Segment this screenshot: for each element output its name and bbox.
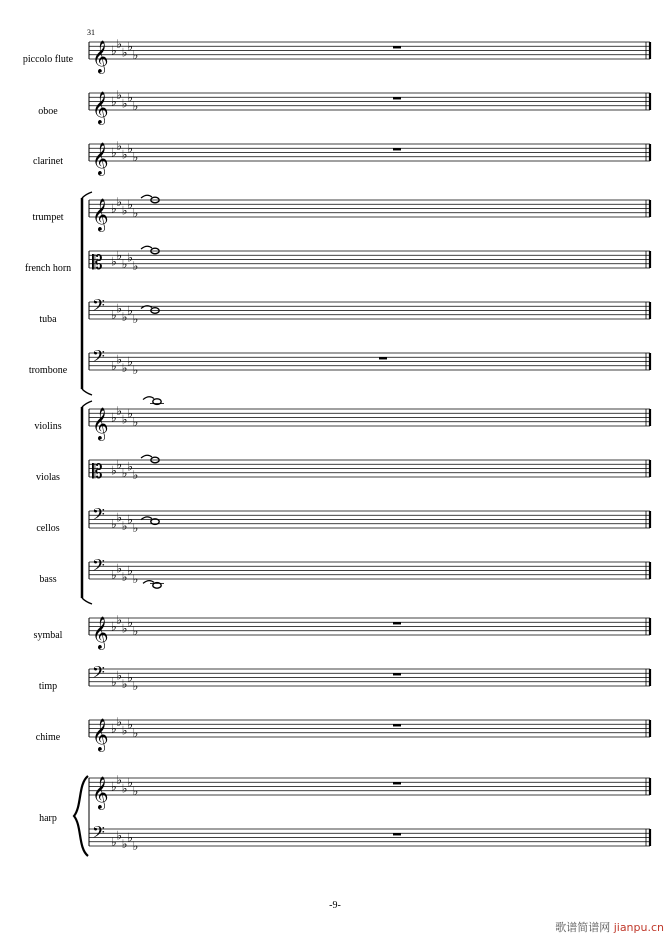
whole-rest [393,622,401,624]
flat-icon: ♭ [116,510,123,525]
flat-icon: ♭ [121,465,128,480]
flat-icon: ♭ [121,256,128,271]
whole-rest [393,148,401,150]
strings-bracket-bottom [82,598,92,604]
whole-rest [393,724,401,726]
bass-clef-icon: 𝄢 [92,295,105,319]
flat-icon: ♭ [127,90,133,105]
flat-icon: ♭ [116,668,123,683]
whole-rest [393,46,401,48]
flat-icon: ♭ [121,309,128,324]
brass-bracket-bottom [82,389,92,395]
flat-icon: ♭ [111,410,117,425]
flat-icon: ♭ [116,195,123,210]
bass-clef-icon: 𝄢 [92,555,105,579]
staff-label-chime: chime [35,732,61,743]
staff-label-clarinet: clarinet [33,156,63,167]
flat-icon: ♭ [132,205,139,220]
flat-icon: ♭ [132,149,139,164]
flat-icon: ♭ [132,521,139,535]
flat-icon: ♭ [127,141,133,156]
flat-icon: ♭ [127,717,133,732]
alto-clef-icon: 𝄡 [92,461,103,483]
treble-clef-icon: 𝄞 [92,616,109,649]
flat-icon: ♭ [111,463,117,478]
flat-icon: ♭ [116,613,123,628]
flat-icon: ♭ [132,258,139,273]
flat-icon: ♭ [121,518,128,533]
flat-icon: ♭ [111,779,117,794]
flat-icon: ♭ [111,254,117,269]
tie-arc [141,246,152,249]
staff-label-trombone: trombone [28,365,68,376]
flat-icon: ♭ [127,615,133,630]
flat-icon: ♭ [116,37,123,52]
treble-clef-icon: 𝄞 [92,91,109,124]
staff-label-piccolo-flute: piccolo flute [22,54,74,65]
flat-icon: ♭ [132,312,139,326]
strings-bracket-top [82,401,92,407]
bass-clef-icon: 𝄢 [92,822,105,846]
flat-icon: ♭ [111,94,117,109]
staff-label-harp: harp [39,813,57,824]
whole-rest [393,833,401,835]
flat-icon: ♭ [127,670,133,685]
flat-icon: ♭ [116,352,123,367]
flat-icon: ♭ [127,197,133,212]
flat-icon: ♭ [111,307,117,322]
brass-bracket-top [82,192,92,198]
flat-icon: ♭ [121,723,128,738]
flat-icon: ♭ [121,836,128,851]
treble-clef-icon: 𝄞 [92,198,109,231]
flat-icon: ♭ [127,459,133,474]
flat-icon: ♭ [132,623,139,638]
tie-arc [143,397,154,400]
flat-icon: ♭ [127,250,133,265]
treble-clef-icon: 𝄞 [92,718,109,751]
bass-clef-icon: 𝄢 [92,346,105,370]
flat-icon: ♭ [116,561,123,576]
staff-label-french-horn: french horn [24,263,72,274]
flat-icon: ♭ [111,43,117,58]
staff-label-symbal: symbal [33,630,63,641]
flat-icon: ♭ [121,621,128,636]
flat-icon: ♭ [121,203,128,218]
flat-icon: ♭ [132,363,139,377]
flat-icon: ♭ [127,563,133,578]
watermark-text: 歌谱简谱网 [555,921,611,934]
staff-label-violas: violas [36,472,60,483]
flat-icon: ♭ [111,567,117,582]
whole-rest [393,782,401,784]
flat-icon: ♭ [132,572,139,586]
flat-icon: ♭ [121,96,128,111]
treble-clef-icon: 𝄞 [92,40,109,73]
flat-icon: ♭ [116,457,123,472]
flat-icon: ♭ [127,303,133,318]
flat-icon: ♭ [127,775,133,790]
staff-label-trumpet: trumpet [32,212,64,223]
tie-arc [141,195,152,198]
flat-icon: ♭ [111,516,117,531]
staff-label-oboe: oboe [38,106,58,117]
bass-clef-icon: 𝄢 [92,504,105,528]
whole-rest [393,673,401,675]
tie-arc [143,581,154,584]
flat-icon: ♭ [127,354,133,369]
staff-label-cellos: cellos [36,523,60,534]
measure-number: 31 [87,28,95,37]
flat-icon: ♭ [132,839,139,853]
flat-icon: ♭ [111,834,117,849]
flat-icon: ♭ [121,147,128,162]
watermark [555,919,664,935]
flat-icon: ♭ [116,404,123,419]
flat-icon: ♭ [121,412,128,427]
treble-clef-icon: 𝄞 [92,407,109,440]
flat-icon: ♭ [111,619,117,634]
flat-icon: ♭ [116,88,123,103]
flat-icon: ♭ [116,715,123,730]
flat-icon: ♭ [127,39,133,54]
flat-icon: ♭ [116,248,123,263]
flat-icon: ♭ [127,406,133,421]
flat-icon: ♭ [111,674,117,689]
whole-rest [393,97,401,99]
flat-icon: ♭ [111,721,117,736]
flat-icon: ♭ [111,358,117,373]
flat-icon: ♭ [132,679,139,693]
flat-icon: ♭ [127,830,133,845]
flat-icon: ♭ [132,414,139,429]
staff-label-bass: bass [39,574,57,585]
treble-clef-icon: 𝄞 [92,776,109,809]
flat-icon: ♭ [116,828,123,843]
staff-label-timp: timp [38,681,58,692]
flat-icon: ♭ [132,98,139,113]
flat-icon: ♭ [132,467,139,482]
staff-label-violins: violins [34,421,62,432]
flat-icon: ♭ [132,47,139,62]
whole-rest [379,357,387,359]
flat-icon: ♭ [121,45,128,60]
flat-icon: ♭ [132,725,139,740]
alto-clef-icon: 𝄡 [92,252,103,274]
flat-icon: ♭ [121,676,128,691]
flat-icon: ♭ [116,773,123,788]
page-number: -9- [329,900,341,911]
bass-clef-icon: 𝄢 [92,662,105,686]
flat-icon: ♭ [116,139,123,154]
flat-icon: ♭ [121,569,128,584]
flat-icon: ♭ [127,512,133,527]
flat-icon: ♭ [121,781,128,796]
watermark-url: jianpu.cn [613,921,664,934]
treble-clef-icon: 𝄞 [92,142,109,175]
flat-icon: ♭ [116,301,123,316]
flat-icon: ♭ [111,201,117,216]
tie-arc [141,455,152,458]
flat-icon: ♭ [121,360,128,375]
staff-label-tuba: tuba [39,314,57,325]
flat-icon: ♭ [132,783,139,798]
flat-icon: ♭ [111,145,117,160]
